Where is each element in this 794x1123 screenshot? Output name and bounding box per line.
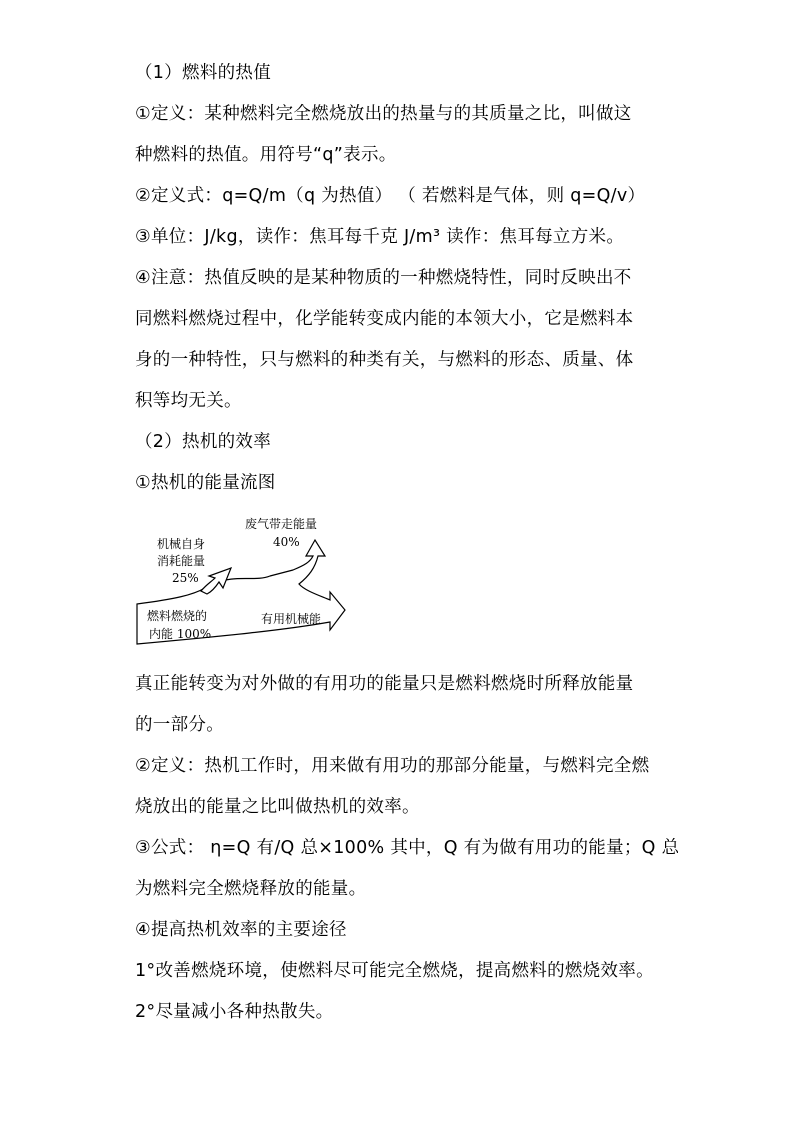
energy-flow-diagram [135, 512, 355, 652]
note-line-1: ④注意：热值反映的是某种物质的一种燃烧特性，同时反映出不 [135, 268, 632, 288]
fuel-energy-label-1: 燃料燃烧的 [147, 609, 208, 623]
unit-line: ③单位：J/kg，读作：焦耳每千克 J/m³ 读作：焦耳每立方米。 [135, 227, 625, 247]
note-line-3: 身的一种特性，只与燃料的种类有关，与燃料的形态、质量、体 [135, 350, 634, 370]
improve-item-1: 1°改善燃烧环境，使燃料尽可能完全燃烧，提高燃料的燃烧效率。 [135, 961, 654, 981]
efficiency-formula-line-2: 为燃料完全燃烧释放的能量。 [135, 879, 367, 899]
fuel-energy-label-2: 内能 100% [149, 627, 212, 641]
definition-line-2: 种燃料的热值。用符号“q”表示。 [135, 145, 397, 165]
improve-title: ④提高热机效率的主要途径 [135, 920, 347, 940]
mechanical-loss-label-2: 消耗能量 [157, 554, 206, 568]
note-line-4: 积等均无关。 [135, 391, 242, 411]
improve-item-2: 2°尽量减小各种热散失。 [135, 1002, 334, 1022]
exhaust-label: 废气带走能量 [245, 517, 318, 531]
definition-line-1: ①定义：某种燃料完全燃烧放出的热量与的其质量之比，叫做这 [135, 104, 632, 124]
heading-efficiency: （2）热机的效率 [135, 432, 272, 452]
mechanical-loss-percent: 25% [172, 571, 199, 585]
efficiency-definition-line-1: ②定义：热机工作时，用来做有用功的那部分能量，与燃料完全燃 [135, 756, 650, 776]
after-diagram-line-2: 的一部分。 [135, 715, 224, 735]
heading-heat-value: （1）燃料的热值 [135, 63, 272, 83]
formula-line: ②定义式：q=Q/m（q 为热值） （ 若燃料是气体，则 q=Q/v） [135, 186, 646, 206]
note-line-2: 同燃料燃烧过程中，化学能转变成内能的本领大小，它是燃料本 [135, 309, 634, 329]
useful-energy-label: 有用机械能 [261, 612, 322, 626]
exhaust-percent: 40% [273, 535, 300, 549]
mechanical-loss-label-1: 机械自身 [157, 537, 206, 551]
after-diagram-line-1: 真正能转变为对外做的有用功的能量只是燃料燃烧时所释放能量 [135, 674, 634, 694]
efficiency-formula-line-1: ③公式： η=Q 有/Q 总×100% 其中，Q 有为做有用功的能量；Q 总 [135, 838, 680, 858]
efficiency-definition-line-2: 烧放出的能量之比叫做热机的效率。 [135, 797, 420, 817]
flow-diagram-title: ①热机的能量流图 [135, 473, 276, 493]
